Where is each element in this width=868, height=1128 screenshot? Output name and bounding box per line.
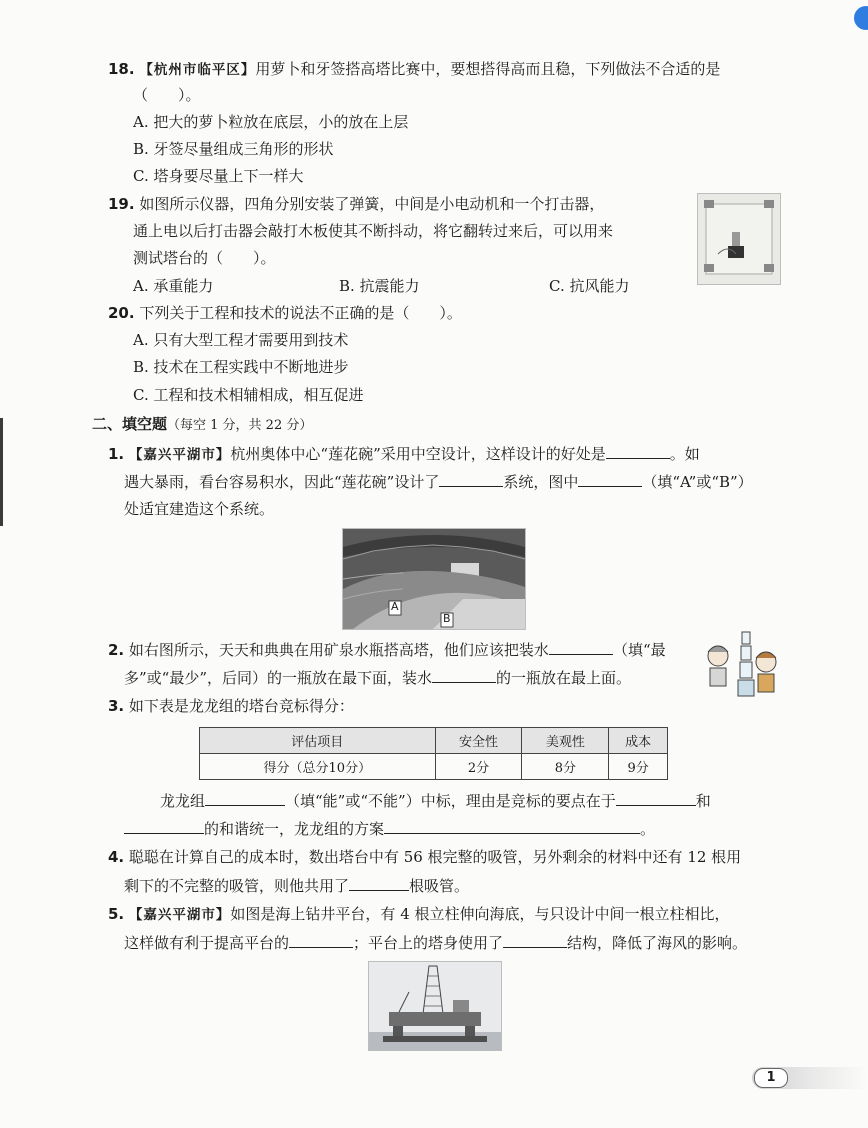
table-cell: 9分 bbox=[609, 754, 668, 780]
fill-4-line1 bbox=[108, 846, 741, 868]
option-b[interactable]: B. 抗震能力 bbox=[339, 277, 420, 295]
score-table bbox=[199, 727, 668, 780]
answer-blank[interactable] bbox=[289, 931, 353, 948]
table-header-row bbox=[200, 728, 668, 754]
answer-paren[interactable]: （ ）。 bbox=[133, 86, 201, 104]
option-c[interactable]: C. 工程和技术相辅相成，相互促进 bbox=[133, 386, 364, 404]
bottle-tower-illustration bbox=[702, 626, 780, 698]
shake-table-image bbox=[697, 193, 781, 285]
question-text: 的一瓶放在最上面。 bbox=[496, 669, 632, 687]
question-text: 杭州奥体中心“莲花碗”采用中空设计，这样设计的好处是 bbox=[230, 445, 606, 463]
table-cell: 2分 bbox=[435, 754, 522, 780]
answer-blank[interactable] bbox=[205, 789, 285, 806]
question-18-stem bbox=[108, 58, 720, 81]
page-number: 1 bbox=[754, 1068, 788, 1088]
option-b[interactable]: B. 技术在工程实践中不断地进步 bbox=[133, 358, 349, 376]
fill-1-line1 bbox=[108, 442, 700, 466]
question-text: 如图所示仪器，四角分别安装了弹簧，中间是小电动机和一个打击器， bbox=[139, 195, 605, 213]
image-label-b: B bbox=[443, 612, 451, 625]
question-text: 。如 bbox=[669, 445, 700, 463]
question-text: 如图是海上钻井平台，有 4 根立柱伸向海底，与只设计中间一根立柱相比， bbox=[230, 905, 730, 923]
answer-blank[interactable] bbox=[432, 666, 496, 683]
fill-3-line1 bbox=[160, 789, 711, 812]
oil-platform-image bbox=[368, 961, 502, 1051]
question-text: 的和谐统一，龙龙组的方案 bbox=[204, 820, 385, 838]
option-a[interactable]: A. 只有大型工程才需要用到技术 bbox=[133, 331, 349, 349]
answer-blank[interactable] bbox=[606, 442, 670, 459]
question-text: 龙龙组 bbox=[160, 792, 206, 810]
fill-5-line1 bbox=[108, 903, 730, 926]
region-tag: 【嘉兴平湖市】 bbox=[128, 907, 231, 923]
table-header-cell: 美观性 bbox=[522, 728, 609, 754]
question-text: （填“A”或“B”） bbox=[642, 473, 753, 491]
question-number: 2. bbox=[108, 641, 125, 659]
question-text: 多”或“最少”，后同）的一瓶放在最下面，装水 bbox=[124, 669, 433, 687]
question-number: 4. bbox=[108, 848, 125, 866]
question-text: 系统，图中 bbox=[503, 473, 579, 491]
question-text: 用萝卜和牙签搭高塔比赛中，要想搭得高而且稳，下列做法不合适的是 bbox=[255, 60, 721, 78]
fill-2-line2 bbox=[124, 666, 631, 689]
region-tag: 【嘉兴平湖市】 bbox=[128, 447, 231, 463]
fill-3-line2 bbox=[124, 817, 655, 840]
answer-blank[interactable] bbox=[616, 789, 696, 806]
fill-3-stem bbox=[108, 695, 354, 717]
question-19-line3: 测试塔台的（ ）。 bbox=[133, 249, 276, 267]
question-19-line1 bbox=[108, 193, 604, 215]
answer-blank[interactable] bbox=[349, 874, 409, 891]
answer-blank[interactable] bbox=[578, 470, 642, 487]
section-title: 二、填空题 bbox=[92, 415, 168, 433]
corner-badge bbox=[854, 6, 868, 30]
question-number: 3. bbox=[108, 697, 125, 715]
answer-blank[interactable] bbox=[384, 817, 640, 834]
option-c[interactable]: C. 抗风能力 bbox=[549, 277, 630, 295]
page-edge-tab bbox=[0, 418, 3, 526]
question-text: 结构，降低了海风的影响。 bbox=[567, 934, 748, 952]
question-20-stem bbox=[108, 302, 462, 324]
table-row bbox=[200, 754, 668, 780]
option-c[interactable]: C. 塔身要尽量上下一样大 bbox=[133, 167, 304, 185]
stadium-image bbox=[342, 528, 526, 630]
fill-2-line1 bbox=[108, 638, 666, 661]
image-label-a: A bbox=[391, 600, 399, 613]
question-number: 20. bbox=[108, 304, 135, 322]
question-text: 根吸管。 bbox=[409, 877, 470, 895]
table-cell: 得分（总分10分） bbox=[200, 754, 436, 780]
option-b[interactable]: B. 牙签尽量组成三角形的形状 bbox=[133, 140, 334, 158]
answer-blank[interactable] bbox=[439, 470, 503, 487]
fill-1-line3: 处适宜建造这个系统。 bbox=[124, 500, 275, 518]
question-number: 5. bbox=[108, 905, 125, 923]
question-text: ；平台上的塔身使用了 bbox=[353, 934, 504, 952]
question-number: 18. bbox=[108, 60, 135, 78]
answer-blank[interactable] bbox=[549, 638, 613, 655]
fill-4-line2 bbox=[124, 874, 469, 897]
section-2-heading bbox=[92, 413, 312, 437]
table-header-cell: 安全性 bbox=[435, 728, 522, 754]
question-text: 剩下的不完整的吸管，则他共用了 bbox=[124, 877, 350, 895]
question-text: 遇大暴雨，看台容易积水，因此“莲花碗”设计了 bbox=[124, 473, 440, 491]
question-19-line2: 通上电以后打击器会敲打木板使其不断抖动，将它翻转过来后，可以用来 bbox=[133, 222, 614, 240]
answer-blank[interactable] bbox=[503, 931, 567, 948]
fill-5-line2 bbox=[124, 931, 747, 954]
question-text: 如下表是龙龙组的塔台竞标得分： bbox=[128, 697, 354, 715]
table-cell: 8分 bbox=[522, 754, 609, 780]
question-text: 下列关于工程和技术的说法不正确的是（ ）。 bbox=[139, 304, 462, 322]
section-note: （每空 1 分，共 22 分） bbox=[167, 418, 313, 433]
fill-1-line2 bbox=[124, 470, 753, 493]
table-header-cell: 评估项目 bbox=[200, 728, 436, 754]
option-a[interactable]: A. 承重能力 bbox=[133, 277, 214, 295]
region-tag: 【杭州市临平区】 bbox=[139, 62, 256, 78]
question-text: 和 bbox=[695, 792, 711, 810]
question-text: 这样做有利于提高平台的 bbox=[124, 934, 290, 952]
option-a[interactable]: A. 把大的萝卜粒放在底层，小的放在上层 bbox=[133, 113, 409, 131]
question-number: 1. bbox=[108, 445, 125, 463]
answer-blank[interactable] bbox=[124, 817, 204, 834]
question-text: （填“能”或“不能”）中标，理由是竞标的要点在于 bbox=[285, 792, 616, 810]
question-text: （填“最 bbox=[612, 641, 666, 659]
question-text: 如右图所示，天天和典典在用矿泉水瓶搭高塔，他们应该把装水 bbox=[128, 641, 549, 659]
question-text: 聪聪在计算自己的成本时，数出塔台中有 56 根完整的吸管，另外剩余的材料中还有 12 根用 bbox=[128, 848, 742, 866]
question-text: 。 bbox=[640, 820, 656, 838]
table-header-cell: 成本 bbox=[609, 728, 668, 754]
question-number: 19. bbox=[108, 195, 135, 213]
